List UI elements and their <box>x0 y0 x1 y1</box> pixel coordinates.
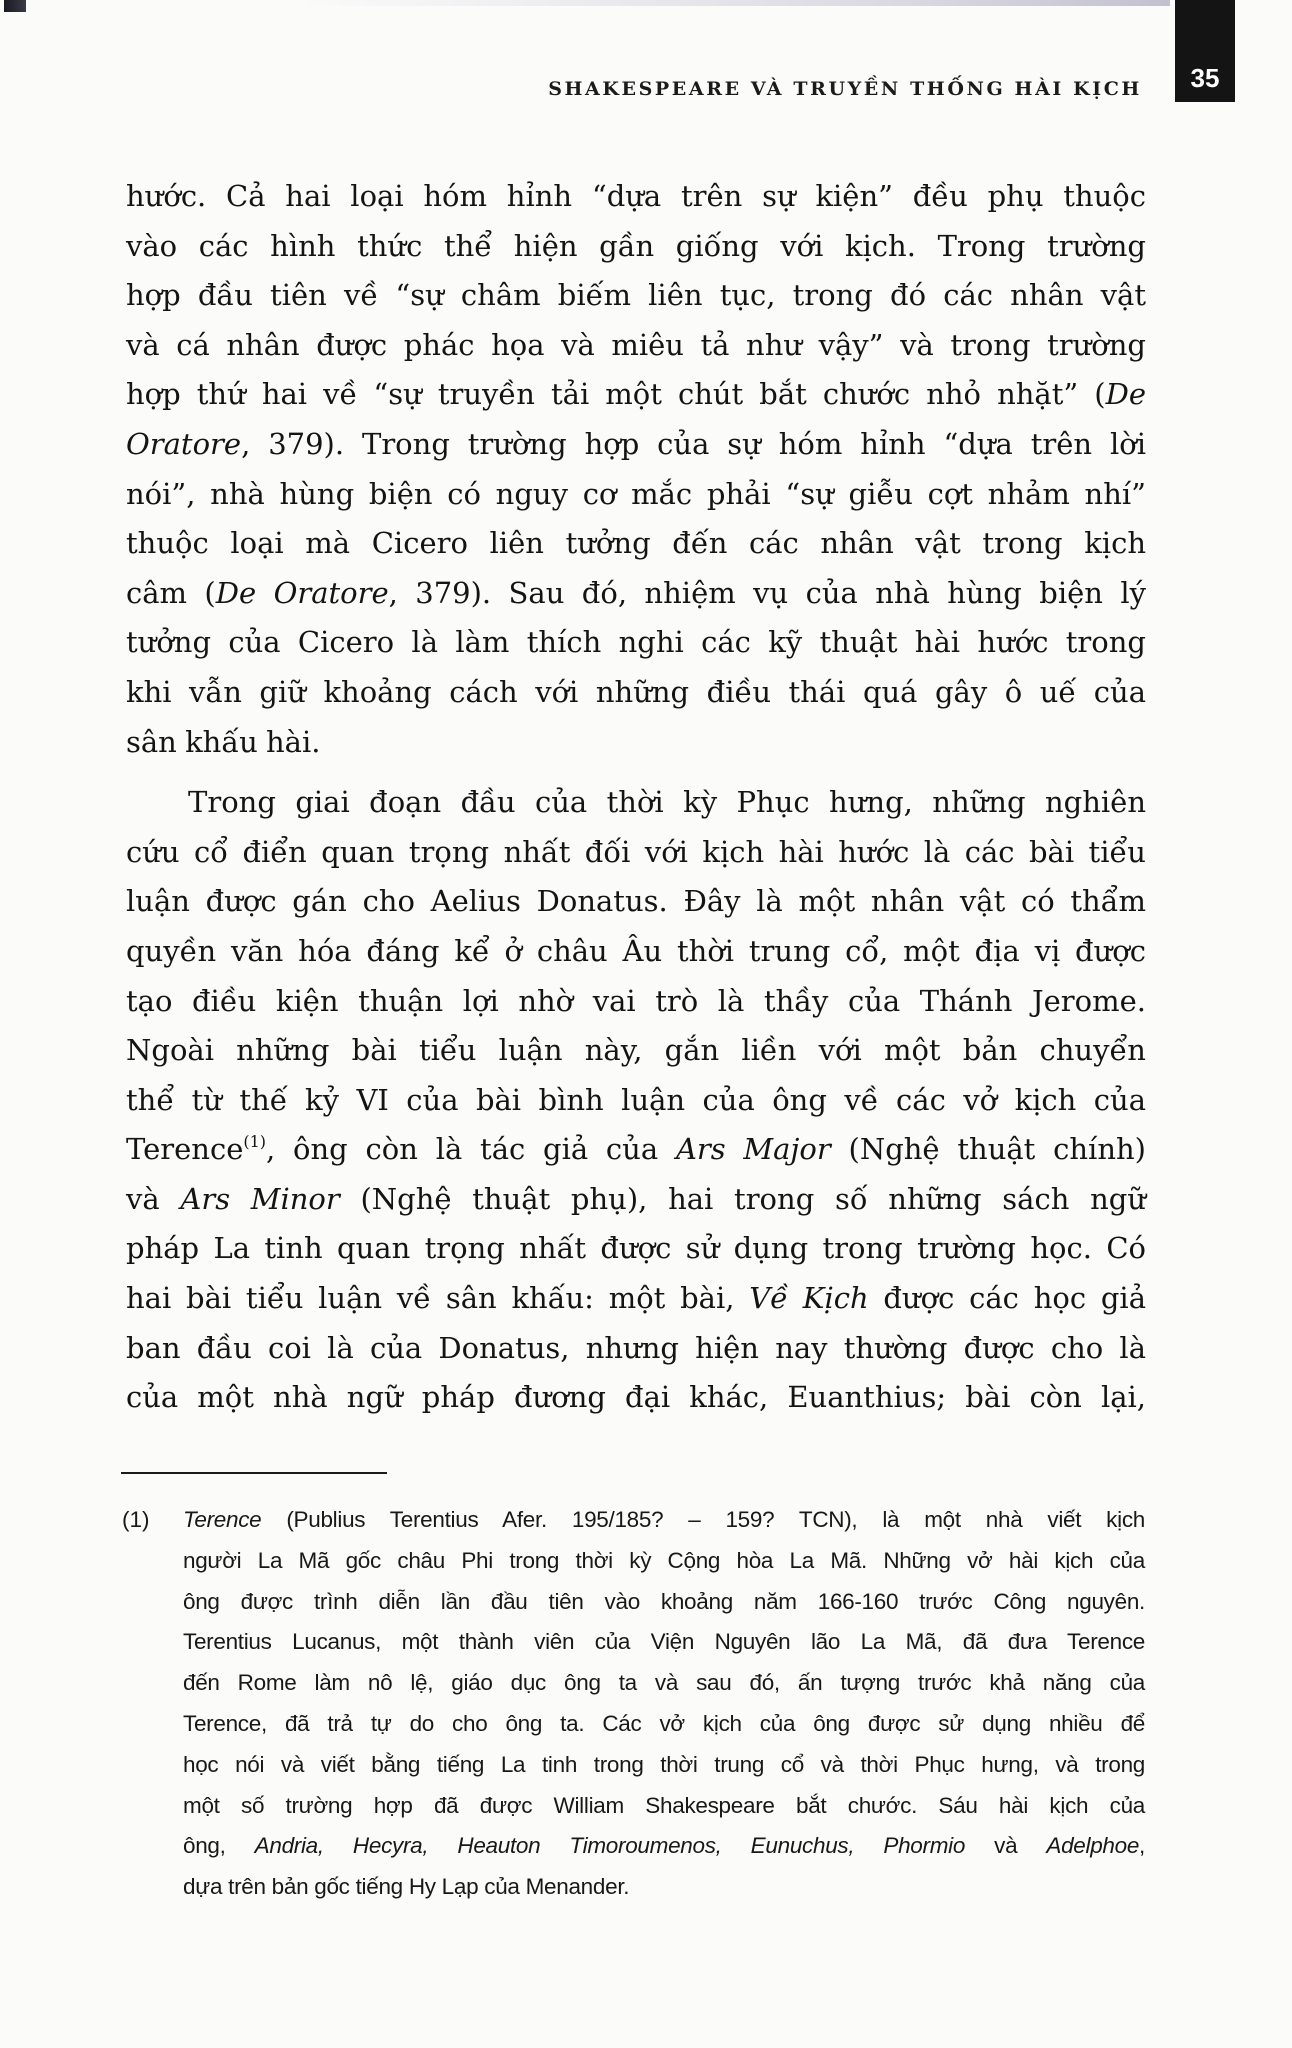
text-run: ban đầu coi là của Donatus, nhưng hiện nay thường được cho là <box>126 1330 1146 1365</box>
text-line <box>126 172 1146 222</box>
text-run: , 379). Sau đó, nhiệm vụ của nhà hùng biện lý <box>388 575 1146 610</box>
footnote-marker: (1) <box>122 1507 150 1532</box>
text-line <box>126 1076 1146 1126</box>
text-line <box>126 718 1146 768</box>
text-run: (Nghệ thuật phụ), hai trong số những sách ngữ <box>339 1181 1147 1216</box>
text-run: cứu cổ điển quan trọng nhất đối với kịch hài hước là các bài tiểu <box>126 834 1146 869</box>
text-line <box>126 321 1146 371</box>
text-line <box>126 1125 1146 1175</box>
italic-text: De <box>1105 377 1146 412</box>
text-run: Terentius Lucanus, một thành viên của Viện Nguyên lão La Mã, đã đưa Terence <box>183 1629 1145 1655</box>
scan-edge-shadow <box>300 0 1170 6</box>
paragraph-gap <box>126 767 1146 778</box>
italic-text: De Oratore <box>215 575 389 610</box>
text-line <box>126 977 1146 1027</box>
paragraph <box>126 778 1146 1423</box>
text-run: đến Rome làm nô lệ, giáo dục ông ta và sau đó, ấn tượng trước khả năng của <box>183 1670 1145 1696</box>
italic-text: Terence <box>183 1507 262 1532</box>
text-line <box>126 1224 1146 1274</box>
text-line <box>126 1373 1146 1423</box>
text-run: và <box>965 1833 1047 1859</box>
text-line <box>126 1175 1146 1225</box>
page-corner-mark <box>4 0 26 12</box>
footnote-line <box>183 1541 1145 1582</box>
text-run: , 379). Trong trường hợp của sự hóm hỉnh “dựa trên lời <box>241 426 1146 461</box>
running-header: SHAKESPEARE VÀ TRUYỀN THỐNG HÀI KỊCH <box>548 78 1142 100</box>
italic-text: Oratore <box>126 426 242 461</box>
text-line <box>126 1324 1146 1374</box>
text-line <box>126 778 1146 828</box>
text-run: , <box>1139 1833 1145 1859</box>
paragraph <box>126 172 1146 767</box>
text-line <box>126 222 1146 272</box>
text-line <box>126 877 1146 927</box>
footnote-line <box>183 1786 1145 1827</box>
italic-text: Adelphoe <box>1046 1833 1140 1859</box>
text-run: được các học giả <box>868 1281 1146 1316</box>
text-line <box>126 927 1146 977</box>
text-run: Ngoài những bài tiểu luận này, gắn liền với một bản chuyển <box>126 1033 1146 1068</box>
text-run: và <box>126 1181 181 1216</box>
footnote-line <box>183 1867 1145 1908</box>
text-line <box>126 519 1146 569</box>
text-line <box>126 1026 1146 1076</box>
text-line <box>126 271 1146 321</box>
text-run: ông được trình diễn lần đầu tiên vào khoảng năm 166-160 trước Công nguyên. <box>183 1588 1145 1614</box>
italic-text: Ars Major <box>675 1132 831 1167</box>
text-run: hai bài tiểu luận về sân khấu: một bài, <box>126 1281 750 1316</box>
text-run: (Nghệ thuật chính) <box>830 1132 1146 1167</box>
text-run: học nói và viết bằng tiếng La tinh trong thời trung cổ và thời Phục hưng, và trong <box>183 1751 1145 1777</box>
footnote-line <box>183 1663 1145 1704</box>
footnote-line <box>183 1826 1145 1867</box>
text-line <box>126 668 1146 718</box>
text-line <box>126 828 1146 878</box>
footnote-line <box>183 1704 1145 1745</box>
text-run: luận được gán cho Aelius Donatus. Đây là một nhân vật có thẩm <box>126 884 1146 919</box>
text-line <box>126 470 1146 520</box>
text-run: vào các hình thức thể hiện gần giống với kịch. Trong trường <box>126 228 1146 263</box>
text-line <box>126 618 1146 668</box>
footnote-line <box>183 1500 1145 1541</box>
text-line <box>126 370 1146 420</box>
text-run: , ông còn là tác giả của <box>266 1132 676 1167</box>
page-number-tab <box>1175 0 1235 102</box>
text-line <box>126 420 1146 470</box>
text-run: hợp thứ hai về “sự truyền tải một chút bắt chước nhỏ nhặt” ( <box>126 377 1106 412</box>
text-run: thể từ thế kỷ VI của bài bình luận của ông về các vở kịch của <box>126 1082 1146 1117</box>
text-run: quyền văn hóa đáng kể ở châu Âu thời trung cổ, một địa vị được <box>126 933 1146 968</box>
text-run: tưởng của Cicero là làm thích nghi các kỹ thuật hài hước trong <box>126 625 1146 660</box>
text-run: câm ( <box>126 575 216 610</box>
text-run: tạo điều kiện thuận lợi nhờ vai trò là thầy của Thánh Jerome. <box>126 983 1146 1018</box>
text-run: một số trường hợp đã được William Shakespeare bắt chước. Sáu hài kịch của <box>183 1792 1145 1818</box>
text-run: (Publius Terentius Afer. 195/185? – 159? TCN), là một nhà viết kịch <box>261 1507 1145 1532</box>
footnote-reference[interactable]: (1) <box>243 1132 267 1152</box>
italic-text: Ars Minor <box>180 1181 340 1216</box>
text-run: Terence <box>126 1132 244 1167</box>
text-run: của một nhà ngữ pháp đương đại khác, Euanthius; bài còn lại, <box>126 1380 1146 1415</box>
text-run: ông, <box>183 1833 255 1859</box>
text-run: và cá nhân được phác họa và miêu tả như vậy” và trong trường <box>126 327 1146 362</box>
text-run: Trong giai đoạn đầu của thời kỳ Phục hưng, những nghiên <box>188 785 1146 820</box>
text-run: người La Mã gốc châu Phi trong thời kỳ Cộng hòa La Mã. Những vở hài kịch của <box>183 1547 1145 1573</box>
footnote-separator <box>121 1472 387 1474</box>
footnote-line <box>183 1745 1145 1786</box>
italic-text: Về Kịch <box>749 1281 869 1316</box>
text-run: hợp đầu tiên về “sự châm biếm liên tục, trong đó các nhân vật <box>126 278 1146 313</box>
body-text <box>126 172 1146 1423</box>
footnote-line <box>183 1622 1145 1663</box>
text-run: pháp La tinh quan trọng nhất được sử dụng trong trường học. Có <box>126 1231 1146 1266</box>
text-run: sân khấu hài. <box>126 724 321 759</box>
text-line <box>126 1274 1146 1324</box>
italic-text: Andria, Hecyra, Heauton Timoroumenos, Eunuchus, Phormio <box>254 1833 966 1859</box>
footnote-line <box>183 1582 1145 1623</box>
page-number: 35 <box>1190 63 1220 93</box>
text-line <box>126 569 1146 619</box>
text-run: Terence, đã trả tự do cho ông ta. Các vở kịch của ông được sử dụng nhiều để <box>183 1710 1145 1736</box>
text-run: hước. Cả hai loại hóm hỉnh “dựa trên sự kiện” đều phụ thuộc <box>126 179 1146 213</box>
footnote-text <box>183 1500 1145 1908</box>
text-run: nói”, nhà hùng biện có nguy cơ mắc phải “sự giễu cợt nhảm nhí” <box>126 476 1146 511</box>
text-run: thuộc loại mà Cicero liên tưởng đến các nhân vật trong kịch <box>126 526 1146 561</box>
text-run: dựa trên bản gốc tiếng Hy Lạp của Menander. <box>183 1874 630 1900</box>
text-run: khi vẫn giữ khoảng cách với những điều thái quá gây ô uế của <box>126 674 1146 709</box>
